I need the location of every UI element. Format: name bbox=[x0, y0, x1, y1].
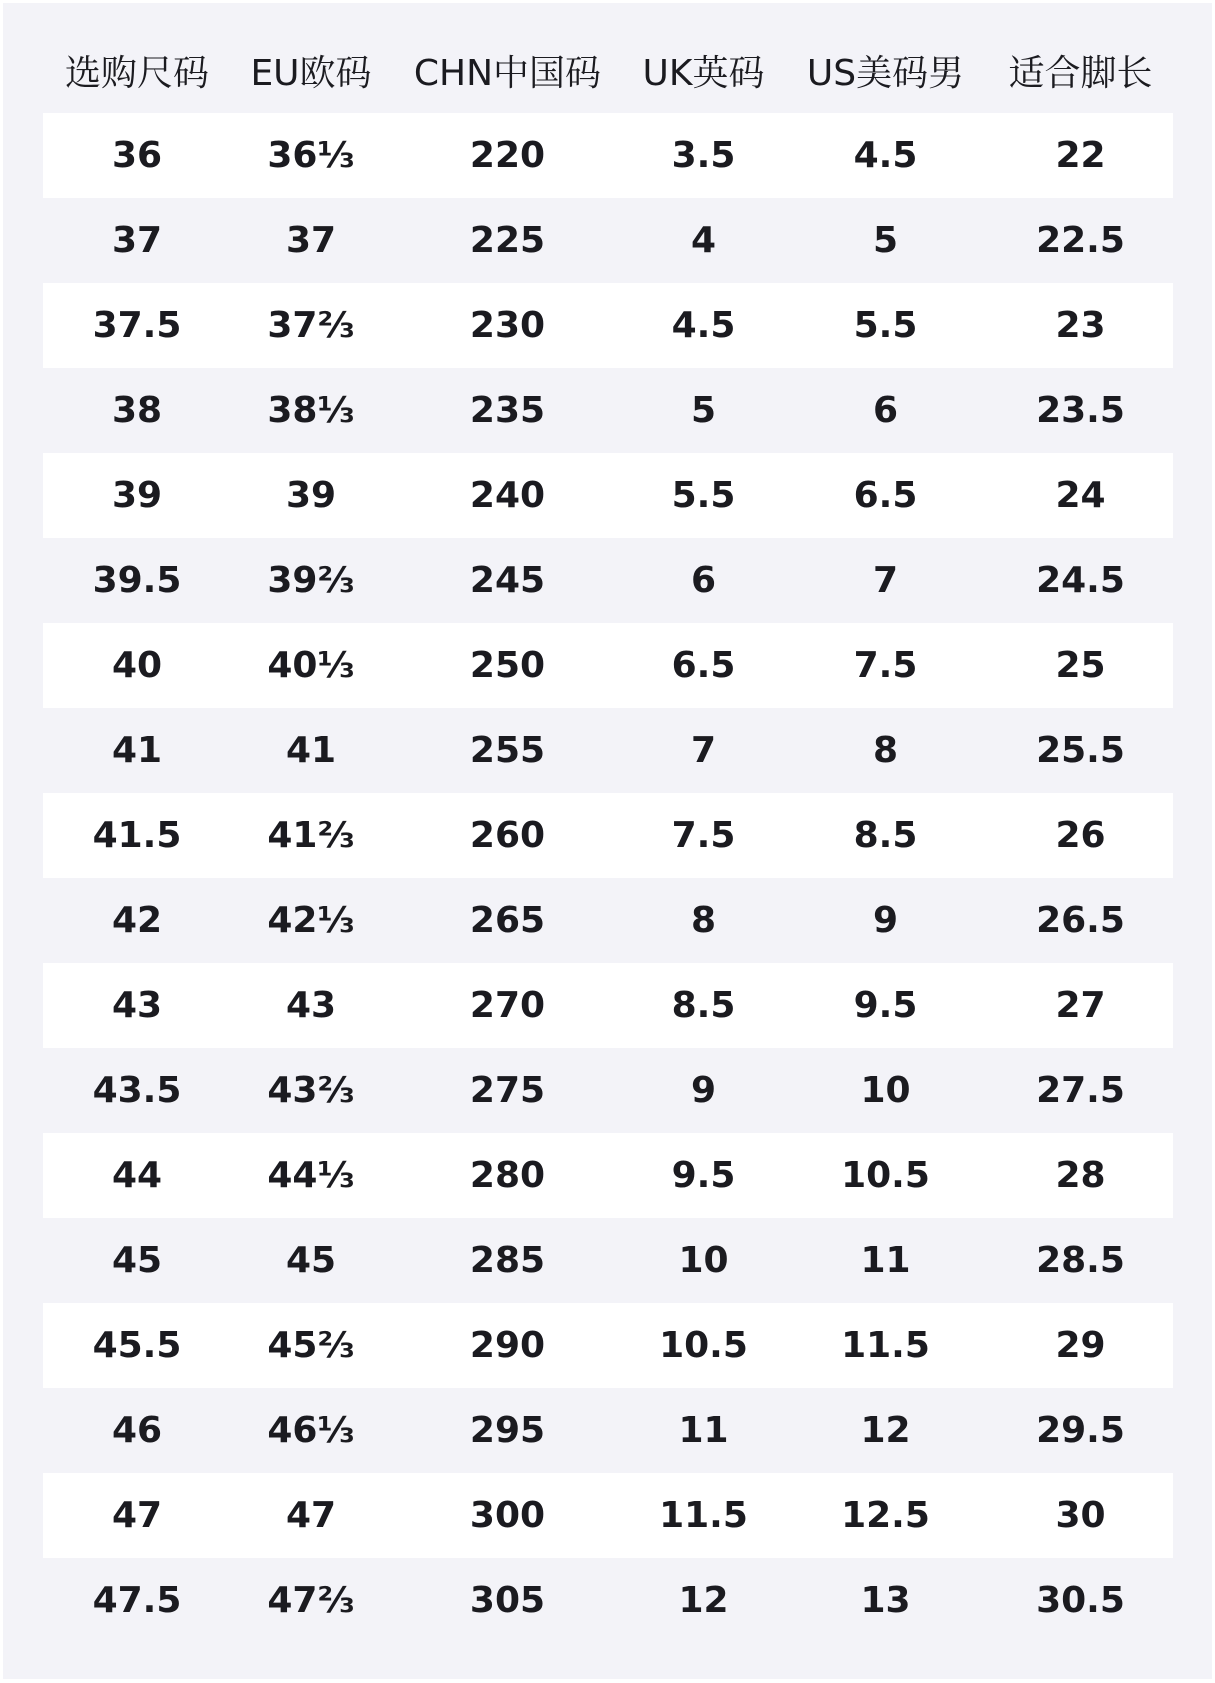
cell-foot-length: 24.5 bbox=[1036, 560, 1125, 601]
table-row bbox=[43, 793, 1173, 878]
cell-foot-length: 23.5 bbox=[1036, 390, 1125, 431]
cell-us-mens-size: 5 bbox=[872, 220, 899, 261]
cell-uk-size: 7.5 bbox=[671, 815, 736, 856]
cell-foot-length: 30.5 bbox=[1036, 1580, 1125, 1621]
cell-uk-size: 7 bbox=[690, 730, 717, 771]
table-row bbox=[43, 708, 1173, 793]
cell-chn-size: 260 bbox=[469, 815, 546, 856]
header-eu-size: EU欧码 bbox=[250, 52, 372, 94]
cell-chn-size: 285 bbox=[469, 1240, 546, 1281]
cell-chn-size: 245 bbox=[469, 560, 546, 601]
cell-us-mens-size: 7 bbox=[872, 560, 899, 601]
cell-eu-size: 43 bbox=[285, 985, 337, 1026]
header-uk-size: UK英码 bbox=[642, 52, 765, 94]
cell-selected-size: 39 bbox=[111, 475, 163, 516]
cell-chn-size: 275 bbox=[469, 1070, 546, 1111]
cell-foot-length: 29 bbox=[1055, 1325, 1106, 1366]
cell-uk-size: 11 bbox=[678, 1410, 729, 1451]
table-row bbox=[43, 538, 1173, 623]
table-header-row bbox=[43, 27, 1173, 113]
cell-uk-size: 5.5 bbox=[671, 475, 736, 516]
table-row bbox=[43, 623, 1173, 708]
cell-eu-size: 39⅔ bbox=[267, 560, 355, 601]
cell-uk-size: 6.5 bbox=[671, 645, 736, 686]
header-chn-size: CHN中国码 bbox=[413, 52, 602, 94]
table-row bbox=[43, 113, 1173, 198]
cell-eu-size: 47⅔ bbox=[267, 1580, 355, 1621]
cell-selected-size: 42 bbox=[111, 900, 163, 941]
cell-chn-size: 220 bbox=[469, 135, 546, 176]
cell-uk-size: 10 bbox=[678, 1240, 729, 1281]
cell-selected-size: 45 bbox=[111, 1240, 163, 1281]
cell-us-mens-size: 9 bbox=[872, 900, 899, 941]
table-row bbox=[43, 1218, 1173, 1303]
cell-selected-size: 40 bbox=[111, 645, 163, 686]
cell-eu-size: 43⅔ bbox=[267, 1070, 355, 1111]
cell-us-mens-size: 4.5 bbox=[853, 135, 918, 176]
cell-selected-size: 43.5 bbox=[92, 1070, 182, 1111]
header-selected-size: 选购尺码 bbox=[64, 52, 209, 94]
cell-uk-size: 3.5 bbox=[671, 135, 736, 176]
cell-us-mens-size: 5.5 bbox=[853, 305, 918, 346]
cell-chn-size: 300 bbox=[469, 1495, 546, 1536]
cell-eu-size: 44⅓ bbox=[267, 1155, 355, 1196]
cell-us-mens-size: 11 bbox=[860, 1240, 911, 1281]
cell-chn-size: 250 bbox=[469, 645, 546, 686]
table-row bbox=[43, 1558, 1173, 1643]
table-row bbox=[43, 198, 1173, 283]
cell-chn-size: 295 bbox=[469, 1410, 546, 1451]
cell-chn-size: 240 bbox=[469, 475, 546, 516]
cell-foot-length: 29.5 bbox=[1036, 1410, 1125, 1451]
cell-selected-size: 38 bbox=[111, 390, 163, 431]
cell-eu-size: 41 bbox=[285, 730, 337, 771]
table-row bbox=[43, 1133, 1173, 1218]
cell-eu-size: 41⅔ bbox=[267, 815, 355, 856]
table-row bbox=[43, 1388, 1173, 1473]
cell-foot-length: 28.5 bbox=[1036, 1240, 1125, 1281]
cell-foot-length: 25 bbox=[1055, 645, 1106, 686]
header-foot-length: 适合脚长 bbox=[1008, 52, 1153, 94]
cell-selected-size: 45.5 bbox=[92, 1325, 182, 1366]
cell-foot-length: 27.5 bbox=[1036, 1070, 1125, 1111]
cell-us-mens-size: 9.5 bbox=[853, 985, 918, 1026]
cell-chn-size: 235 bbox=[469, 390, 546, 431]
cell-us-mens-size: 13 bbox=[860, 1580, 911, 1621]
cell-eu-size: 40⅓ bbox=[267, 645, 355, 686]
cell-foot-length: 23 bbox=[1055, 305, 1106, 346]
cell-selected-size: 44 bbox=[111, 1155, 163, 1196]
cell-us-mens-size: 8.5 bbox=[853, 815, 918, 856]
cell-eu-size: 36⅓ bbox=[267, 135, 355, 176]
cell-foot-length: 22 bbox=[1055, 135, 1106, 176]
cell-eu-size: 39 bbox=[285, 475, 337, 516]
cell-us-mens-size: 8 bbox=[872, 730, 899, 771]
cell-chn-size: 270 bbox=[469, 985, 546, 1026]
cell-us-mens-size: 12 bbox=[860, 1410, 911, 1451]
table-row bbox=[43, 1303, 1173, 1388]
cell-uk-size: 8.5 bbox=[671, 985, 736, 1026]
cell-chn-size: 225 bbox=[469, 220, 546, 261]
cell-us-mens-size: 10 bbox=[860, 1070, 911, 1111]
header-us-mens-size: US美码男 bbox=[806, 52, 965, 94]
cell-selected-size: 39.5 bbox=[92, 560, 182, 601]
cell-selected-size: 43 bbox=[111, 985, 163, 1026]
cell-selected-size: 41 bbox=[111, 730, 163, 771]
table-row bbox=[43, 963, 1173, 1048]
cell-foot-length: 24 bbox=[1055, 475, 1106, 516]
size-chart-panel bbox=[3, 3, 1212, 1679]
cell-selected-size: 36 bbox=[111, 135, 163, 176]
cell-foot-length: 27 bbox=[1055, 985, 1106, 1026]
cell-selected-size: 37.5 bbox=[92, 305, 182, 346]
cell-foot-length: 22.5 bbox=[1036, 220, 1125, 261]
cell-foot-length: 26.5 bbox=[1036, 900, 1125, 941]
cell-eu-size: 47 bbox=[285, 1495, 337, 1536]
cell-uk-size: 11.5 bbox=[659, 1495, 748, 1536]
cell-chn-size: 280 bbox=[469, 1155, 546, 1196]
table-row bbox=[43, 283, 1173, 368]
cell-eu-size: 37⅔ bbox=[267, 305, 355, 346]
cell-chn-size: 255 bbox=[469, 730, 546, 771]
cell-uk-size: 10.5 bbox=[659, 1325, 748, 1366]
table-row bbox=[43, 368, 1173, 453]
cell-us-mens-size: 6 bbox=[872, 390, 899, 431]
cell-eu-size: 46⅓ bbox=[267, 1410, 355, 1451]
cell-foot-length: 28 bbox=[1055, 1155, 1106, 1196]
cell-selected-size: 41.5 bbox=[92, 815, 182, 856]
cell-foot-length: 26 bbox=[1055, 815, 1106, 856]
cell-selected-size: 46 bbox=[111, 1410, 163, 1451]
table-row bbox=[43, 878, 1173, 963]
cell-eu-size: 42⅓ bbox=[267, 900, 355, 941]
cell-uk-size: 9 bbox=[690, 1070, 717, 1111]
cell-us-mens-size: 7.5 bbox=[853, 645, 918, 686]
cell-uk-size: 5 bbox=[690, 390, 717, 431]
table-row bbox=[43, 453, 1173, 538]
cell-chn-size: 305 bbox=[469, 1580, 546, 1621]
cell-chn-size: 265 bbox=[469, 900, 546, 941]
cell-foot-length: 30 bbox=[1055, 1495, 1106, 1536]
cell-foot-length: 25.5 bbox=[1036, 730, 1125, 771]
cell-selected-size: 37 bbox=[111, 220, 163, 261]
cell-us-mens-size: 10.5 bbox=[841, 1155, 930, 1196]
cell-selected-size: 47 bbox=[111, 1495, 163, 1536]
cell-uk-size: 12 bbox=[678, 1580, 729, 1621]
cell-eu-size: 37 bbox=[285, 220, 337, 261]
cell-eu-size: 45 bbox=[285, 1240, 337, 1281]
cell-chn-size: 230 bbox=[469, 305, 546, 346]
cell-uk-size: 9.5 bbox=[671, 1155, 736, 1196]
cell-chn-size: 290 bbox=[469, 1325, 546, 1366]
cell-us-mens-size: 12.5 bbox=[841, 1495, 930, 1536]
table-row bbox=[43, 1048, 1173, 1133]
cell-us-mens-size: 6.5 bbox=[853, 475, 918, 516]
cell-eu-size: 38⅓ bbox=[267, 390, 355, 431]
table-row bbox=[43, 1473, 1173, 1558]
cell-us-mens-size: 11.5 bbox=[841, 1325, 930, 1366]
cell-selected-size: 47.5 bbox=[92, 1580, 182, 1621]
cell-uk-size: 8 bbox=[690, 900, 717, 941]
size-chart-table bbox=[43, 27, 1173, 1643]
cell-eu-size: 45⅔ bbox=[267, 1325, 355, 1366]
cell-uk-size: 6 bbox=[690, 560, 717, 601]
cell-uk-size: 4.5 bbox=[671, 305, 736, 346]
cell-uk-size: 4 bbox=[690, 220, 717, 261]
